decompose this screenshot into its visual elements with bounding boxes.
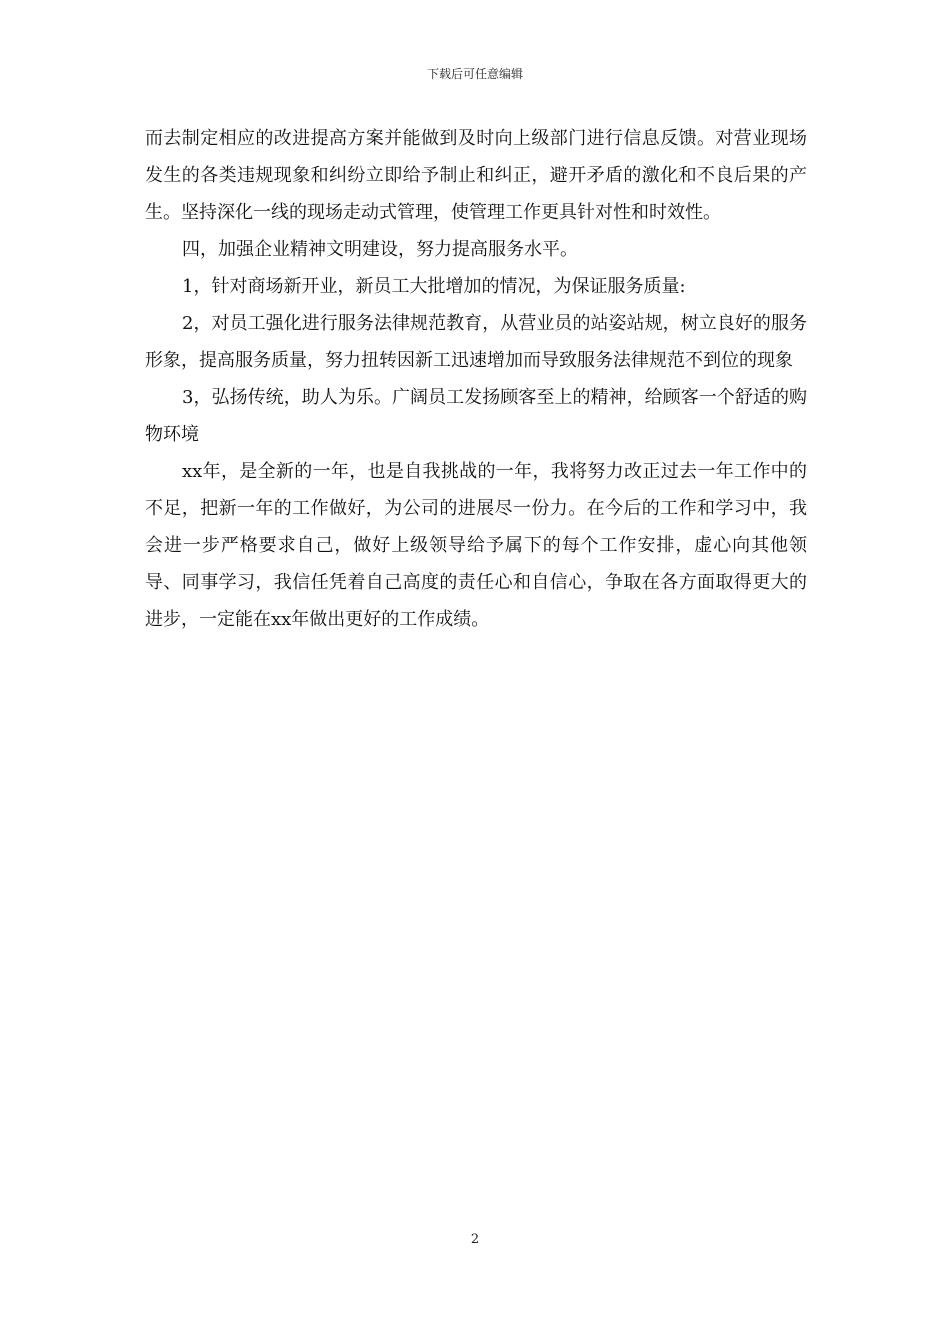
page-number: 2 <box>470 1232 480 1247</box>
list-item-1: 1，针对商场新开业，新员工大批增加的情况，为保证服务质量: <box>182 276 686 297</box>
section-heading-four: 四，加强企业精神文明建设，努力提高服务水平。 <box>182 239 578 260</box>
list-item-3: 3，弘扬传统，助人为乐。广阔员工发扬顾客至上的精神，给顾客一个舒适的购物环境 <box>145 387 807 445</box>
document-body <box>145 120 807 638</box>
page-header: 下载后可任意编辑 <box>426 67 523 81</box>
closing-paragraph: xx年，是全新的一年，也是自我挑战的一年，我将努力改正过去一年工作中的不足，把新一年的工作做好，为公司的进展尽一份力。在今后的工作和学习中，我会进一步严格要求自己，做好上级领导给予属下的每个工作安排，虚心向其他领导、同事学习，我信任凭着自己高度的责任心和自信心，争取在各方面取得更大的进步，一定能在xx年做出更好的工作成绩。 <box>145 461 807 630</box>
list-item-2: 2，对员工强化进行服务法律规范教育，从营业员的站姿站规，树立良好的服务形象，提高服务质量，努力扭转因新工迅速增加而导致服务法律规范不到位的现象 <box>145 313 807 371</box>
paragraph-continuation: 而去制定相应的改进提高方案并能做到及时向上级部门进行信息反馈。对营业现场发生的各类违规现象和纠纷立即给予制止和纠正，避开矛盾的激化和不良后果的产生。坚持深化一线的现场走动式管理，使管理工作更具针对性和时效性。 <box>145 128 807 223</box>
